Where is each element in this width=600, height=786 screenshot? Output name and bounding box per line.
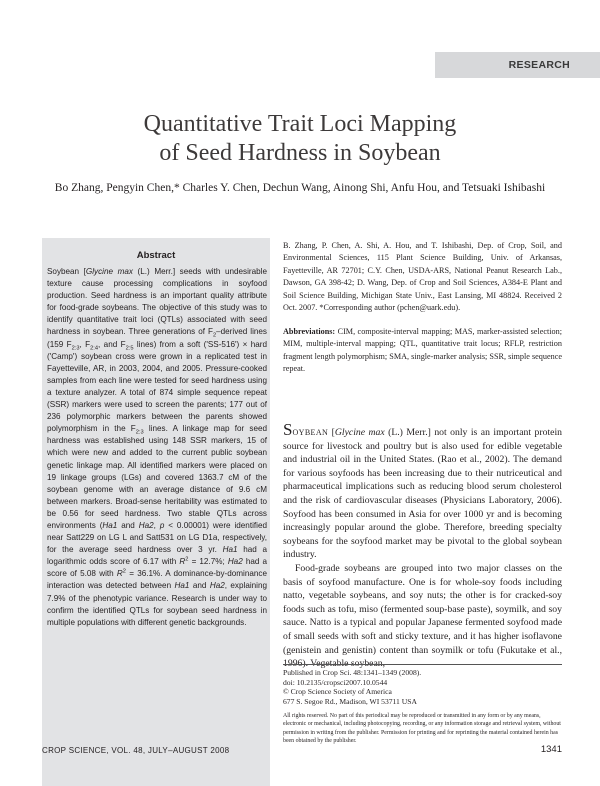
section-tab: RESEARCH [435, 52, 600, 78]
publication-divider [283, 664, 562, 665]
journal-footer: CROP SCIENCE, VOL. 48, JULY–AUGUST 2008 [42, 746, 230, 755]
abstract-heading: Abstract [136, 250, 176, 261]
title-line-1: Quantitative Trait Loci Mapping [143, 111, 457, 137]
title-line-2: of Seed Hardness in Soybean [159, 140, 441, 166]
rights-notice: All rights reserved. No part of this periodical may be reproduced or transmitted in any form or by any means, electronic or mechanical, including photocopying, recording, or any information storage and retrieval system, without permission in writing from the publisher. Permission for printing and for reprinting the material contained herein has been obtained by the publisher. [283, 713, 561, 744]
body-paragraph-2: Food-grade soybeans are grouped into two major classes on the basis of soyfood manufacture. One is for whole-soy foods including natto, vegetable soybeans, and soy nuts; the other is for cracked-soy foods such as tofu, miso (fermented soup-base paste), soymilk, and soy sauce. Natto is a typical and popular Japanese fermented soyfood made of small seeds with soft and sticky texture, and it has higher isoflavone (genistein and genistin) content than soymilk or tofu (Fukutake et al., 1996). Vegetable soybean, [283, 562, 562, 670]
author-affiliations: B. Zhang, P. Chen, A. Shi, A. Hou, and T. Ishibashi, Dep. of Crop, Soil, and Environmental Sciences, 115 Plant Science Building, Univ. of Arkansas, Fayetteville, AR 72701; C.Y. Chen, USDA-ARS, National Peanut Research Lab., Dawson, GA 398-42; D. Wang, Dep. of Crop and Soil Sciences, A384-E Plant and Soil Science Building, Michigan State Univ., East Lansing, MI 48824. Received 2 Oct. 2007. *Corresponding author (pchen@uark.edu). [283, 241, 562, 313]
page-number: 1341 [540, 744, 562, 755]
body-text [283, 420, 562, 671]
body-paragraph-1: SOYBEAN [Glycine max (L.) Merr.] not only is an important protein source for livestock and poultry but is also used for edible vegetable and industrial oil in the United States. (Rao et al., 2002). The demand for various soyfoods has been increasing due to their nutriceutical and pharmaceutical implications such as reducing blood serum cholesterol and the risk of cardiovascular diseases (Physicians Laboratory, 2006). Soyfood has been consumed in Asia for over 1000 yr and is becoming increasingly popular around the globe. Therefore, breeding specialty soybeans for the soyfood market may be pivotal to the global soybean industry. [283, 420, 562, 561]
author-list: Bo Zhang, Pengyin Chen,* Charles Y. Chen, Dechun Wang, Ainong Shi, Anfu Hou, and Tetsuaki Ishibashi [54, 182, 546, 194]
article-title [0, 110, 600, 168]
publication-info: Published in Crop Sci. 48:1341–1349 (2008). doi: 10.2135/cropsci2007.10.0544 © Crop Science Society of America 677 S. Segoe Rd., Madison, WI 53711 USA [283, 668, 422, 706]
abstract-text: Soybean [Glycine max (L.) Merr.] seeds with undesirable texture cause processing complications in soyfood production. Seed hardness is an important quality attribute for food-grade soybeans. The objective of this study was to identify quantitative trait loci (QTLs) associated with seed hardness in soybean. Three generations of $F_2$–derived lines (159 $F_{2:3}$, $F_{2:4}$, and $F_{2:5}$ lines) from a soft ('SS-516') × hard ('Camp') soybean cross were grown in a replicated test in Fayetteville, AR, in 2003, 2004, and 2005. Pressure-cooked samples from each line were tested for seed hardness using a texture analyzer. A total of 874 simple sequence repeat (SSR) markers were used to screen the parents; 177 out of 236 polymorphic markers between the parents showed polymorphism in the $F_{2:3}$ lines. A linkage map for seed hardness was established using 148 SSR markers, 15 of which were new and added to the current public soybean genetic linkage map. All identified markers were placed on 19 linkage groups (LGs) and covered 1363.7 cM of the soybean genome with an average distance of 9.6 cM between markers. Broad-sense heritability was estimated to be 0.56 for seed hardness. Two stable QTLs across environments (Ha1 and Ha2, p < 0.00001) were identified near Satt229 on LG L and Satt531 on LG D1a, respectively, for the average seed hardness over 3 yr. Ha1 had a logarithmic odds score of 6.17 with $R^2 = 12.7\%$; Ha2 had a score of 5.08 with $R^2 = 36.1\%$. A dominance-by-dominance interaction was detected between Ha1 and Ha2, explaining 7.9% of the phenotypic variance. Research is under way to confirm the identified QTLs for soybean seed hardness in multiple populations with different genetic backgrounds. [47, 267, 268, 627]
abbreviations: Abbreviations: CIM, composite-interval mapping; MAS, marker-assisted selection; MIM, multiple-interval mapping; QTL, quantitative trait locus; RFLP, restriction fragment length polymorphism; SMA, single-marker analysis; SSR, simple sequence repeat. [283, 327, 562, 374]
